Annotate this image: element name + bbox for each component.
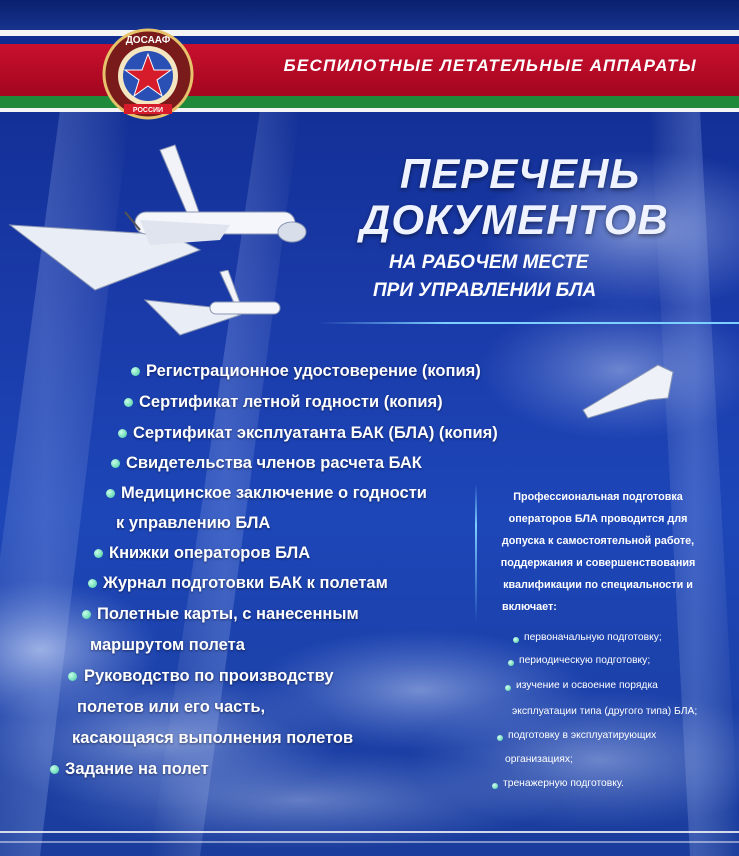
training-bullet-icon [513,637,519,643]
bottom-decor-lines [0,820,739,856]
side-separator [475,484,477,622]
training-bullet-icon [492,783,498,789]
list-item: Книжки операторов БЛА [109,544,311,562]
list-item: Задание на полет [65,760,209,778]
list-bullet-icon [82,610,91,619]
training-item: изучение и освоение порядка [516,680,658,691]
training-item: подготовку в эксплуатирующих [508,730,657,741]
emblem-text: ДОСААФ [125,35,171,46]
list-item-continued: касающаяся выполнения полетов [72,729,354,747]
training-bullet-icon [505,685,511,691]
title-line-1: ПЕРЕЧЕНЬ [400,150,641,197]
training-bullet-icon [497,735,503,741]
training-intro-line: квалификации по специальности и [503,579,693,591]
list-item-continued: маршрутом полета [90,636,245,654]
list-item: Медицинское заключение о годности [121,484,427,502]
subtitle-line-1: НА РАБОЧЕМ МЕСТЕ [389,252,589,273]
training-intro-line: операторов БЛА проводится для [508,513,688,525]
separator-line [318,322,739,324]
training-intro [488,486,708,618]
list-item: Регистрационное удостоверение (копия) [146,362,481,380]
training-item-continued: эксплуатации типа (другого типа) БЛА; [512,706,698,717]
training-item: тренажерную подготовку. [503,778,624,789]
list-bullet-icon [124,398,133,407]
training-item-continued: организациях; [505,754,573,765]
list-item: Руководство по производству [84,667,334,685]
list-bullet-icon [131,367,140,376]
list-item: Свидетельства членов расчета БАК [126,454,422,472]
list-bullet-icon [106,489,115,498]
title-line-2: ДОКУМЕНТОВ [360,196,669,243]
list-bullet-icon [111,459,120,468]
subtitle-line-2: ПРИ УПРАВЛЕНИИ БЛА [373,280,597,301]
list-bullet-icon [94,549,103,558]
list-item-continued: полетов или его часть, [77,698,266,716]
list-item: Сертификат летной годности (копия) [139,393,443,411]
list-bullet-icon [88,579,97,588]
training-intro-line: Профессиональная подготовка [513,491,683,503]
list-bullet-icon [118,429,127,438]
banner-title: БЕСПИЛОТНЫЕ ЛЕТАТЕЛЬНЫЕ АППАРАТЫ [283,56,697,75]
list-item: Сертификат эксплуатанта БАК (БЛА) (копия) [133,424,498,442]
training-item: периодическую подготовку; [519,655,651,666]
drone-small-icon [140,270,290,350]
training-intro-line: включает: [502,601,557,613]
training-item: первоначальную подготовку; [524,632,662,643]
emblem-ribbon: РОССИИ [132,107,164,114]
training-bullet-icon [508,660,514,666]
list-bullet-icon [50,765,59,774]
dosaaf-emblem-icon [100,26,196,122]
drone-flying-wing-icon [578,360,678,422]
training-intro-line: поддержания и совершенствования [500,557,696,569]
training-intro-line: допуска к самостоятельной работе, [501,535,695,547]
list-item: Журнал подготовки БАК к полетам [103,574,388,592]
list-item-continued: к управлению БЛА [116,514,271,532]
list-bullet-icon [68,672,77,681]
list-item: Полетные карты, с нанесенным [97,605,359,623]
